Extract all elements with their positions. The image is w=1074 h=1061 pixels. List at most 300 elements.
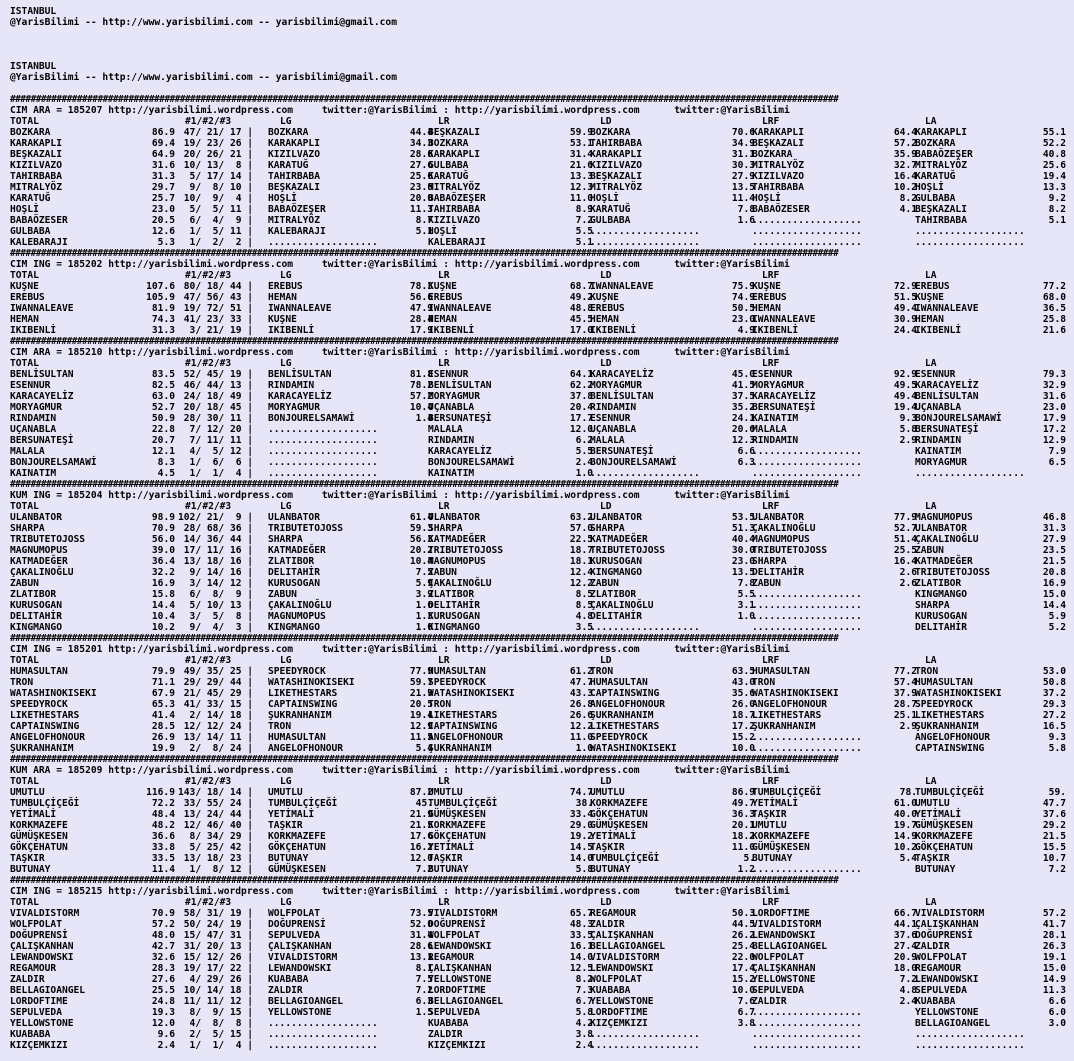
horse-name: KARATUĞ <box>590 204 631 215</box>
score: 12.3 <box>569 182 593 193</box>
score: 50.8 <box>1042 677 1066 688</box>
score: 21.6 <box>569 160 593 171</box>
placings: 28/ 68/ 36 | <box>178 523 254 534</box>
separator-line: ################################################################################################################################################################# <box>10 94 839 105</box>
horse-name: ................... <box>915 468 1025 479</box>
col-header-lrf: LRF <box>762 358 780 369</box>
city-title: ISTANBUL <box>10 61 57 72</box>
horse-name: ULANBATOR <box>10 512 62 523</box>
race-title-text: CIM ARA = 185207 http://yarisbilimi.wordpress.com twitter:@YarisBilimi : http://yarisbilimi.wordpress.com twitter:@YarisBilimi <box>10 105 790 116</box>
horse-name: DELITAHİR <box>915 622 967 633</box>
horse-name: WATASHINOKISEKI <box>268 677 355 688</box>
column-header-row <box>10 270 1066 281</box>
score: 74.7 <box>569 787 593 798</box>
horse-name: ................... <box>590 1040 700 1051</box>
score: 20.5 <box>409 699 433 710</box>
horse-name: BELLAGIOANGEL <box>10 985 86 996</box>
race-section <box>10 479 1066 633</box>
score: 47.7 <box>569 677 593 688</box>
score: 5.1 <box>1048 215 1066 226</box>
score: 63.5 <box>731 666 755 677</box>
race-title <box>10 765 1066 776</box>
score: 48.8 <box>569 303 593 314</box>
horse-name: BONJOURELSAMAWİ <box>915 413 1002 424</box>
horse-name: BOZKARA <box>752 149 793 160</box>
horse-name: GÖKÇEHATUN <box>10 842 68 853</box>
table-row <box>10 743 1066 754</box>
horse-name: HOŞLİ <box>428 226 457 237</box>
score: 30.9 <box>893 314 917 325</box>
score: 11.0 <box>569 193 593 204</box>
horse-name: SEPULVEDA <box>428 1007 480 1018</box>
table-row <box>10 798 1066 809</box>
col-header-lg: LG <box>280 776 292 787</box>
horse-name: DELITAHİR <box>752 567 804 578</box>
table-row <box>10 413 1066 424</box>
table-row <box>10 710 1066 721</box>
horse-name: WATASHINOKISEKI <box>915 688 1002 699</box>
col-header-lg: LG <box>280 270 292 281</box>
score: 21.5 <box>1042 831 1066 842</box>
placings: 10/ 14/ 18 | <box>178 985 254 996</box>
placings: 5/ 10/ 13 | <box>178 600 254 611</box>
total-score: 29.7 <box>151 182 175 193</box>
horse-name: MAGNUMOPUS <box>752 534 810 545</box>
score: 5.5 <box>575 226 593 237</box>
score: 21.9 <box>409 809 433 820</box>
col-header-ld: LD <box>600 776 612 787</box>
score: 57.2 <box>409 391 433 402</box>
horse-name: ................... <box>268 424 378 435</box>
score: 68.7 <box>569 281 593 292</box>
score: 5.2 <box>1048 622 1066 633</box>
race-section <box>10 633 1066 754</box>
total-score: 10.4 <box>151 611 175 622</box>
score: 9.3 <box>899 413 917 424</box>
score: 11.4 <box>731 193 755 204</box>
horse-name: KORKMAZEFE <box>10 820 68 831</box>
horse-name: ZALDIR <box>752 996 787 1007</box>
score: 49.2 <box>569 292 593 303</box>
score: 56.3 <box>409 534 433 545</box>
score: 2.4 <box>899 996 917 1007</box>
total-score: 74.3 <box>151 314 175 325</box>
horse-name: SPEEDYROCK <box>268 666 326 677</box>
horse-name: ................... <box>752 1018 862 1029</box>
horse-name: ................... <box>268 1018 378 1029</box>
placings: 1/ 5/ 11 | <box>178 226 254 237</box>
score: 16.1 <box>569 941 593 952</box>
score: 27.9 <box>731 171 755 182</box>
score: 13.5 <box>731 567 755 578</box>
col-header-lr: LR <box>438 116 450 127</box>
horse-name: ................... <box>590 237 700 248</box>
score: 29.3 <box>1042 699 1066 710</box>
total-score: 50.9 <box>151 413 175 424</box>
horse-name: ŞUKRANHANIM <box>915 721 979 732</box>
horse-name: BUTUNAY <box>428 864 469 875</box>
horse-name: UMUTLU <box>428 787 463 798</box>
total-score: 70.9 <box>151 523 175 534</box>
horse-name: HUMASULTAN <box>428 666 486 677</box>
horse-name: IKIBENLİ <box>10 325 57 336</box>
contact-line: @YarisBilimi -- http://www.yarisbilimi.com -- yarisbilimi@gmail.com <box>10 17 397 28</box>
score: 6.3 <box>737 457 755 468</box>
score: 3.8 <box>575 1029 593 1040</box>
race-sections <box>10 94 1066 1051</box>
race-section <box>10 754 1066 875</box>
score: 43.0 <box>731 677 755 688</box>
horse-name: BEŞKAZALI <box>10 149 62 160</box>
horse-name: ANGELOFHONOUR <box>428 732 504 743</box>
placings: 4/ 8/ 8 | <box>178 1018 254 1029</box>
score: 37.9 <box>893 688 917 699</box>
table-row <box>10 809 1066 820</box>
horse-name: HEMAN <box>590 314 619 325</box>
horse-name: ................... <box>752 1029 862 1040</box>
total-score: 63.0 <box>151 391 175 402</box>
horse-name: BELLAGIOANGEL <box>752 941 828 952</box>
placings: 5/ 5/ 11 | <box>178 204 254 215</box>
placings: 8/ 34/ 29 | <box>178 831 254 842</box>
col-header-placings: #1/#2/#3 <box>185 270 232 281</box>
horse-name: MALALA <box>590 435 625 446</box>
table-row <box>10 402 1066 413</box>
table-row <box>10 688 1066 699</box>
score: 4.8 <box>899 985 917 996</box>
table-row <box>10 138 1066 149</box>
table-row <box>10 446 1066 457</box>
score: 12.3 <box>731 435 755 446</box>
table-row <box>10 853 1066 864</box>
horse-name: REGAMOUR <box>428 952 475 963</box>
placings: 15/ 47/ 31 | <box>178 930 254 941</box>
horse-name: ZABUN <box>915 545 944 556</box>
horse-name: GÜMÜŞKESEN <box>10 831 68 842</box>
score: 17.6 <box>409 831 433 842</box>
placings: 41/ 33/ 15 | <box>178 699 254 710</box>
horse-name: TUMBULÇİÇEĞİ <box>428 798 498 809</box>
table-row <box>10 677 1066 688</box>
score: 28.7 <box>893 699 917 710</box>
score: 75.9 <box>731 281 755 292</box>
score: 1.4 <box>415 413 433 424</box>
col-header-lrf: LRF <box>762 270 780 281</box>
score: 5.8 <box>1048 743 1066 754</box>
placings: 52/ 45/ 19 | <box>178 369 254 380</box>
placings: 19/ 72/ 51 | <box>178 303 254 314</box>
table-row <box>10 699 1066 710</box>
score: 64.1 <box>569 369 593 380</box>
score: 49.7 <box>731 798 755 809</box>
score: 10.7 <box>1042 853 1066 864</box>
total-score: 2.4 <box>157 1040 175 1051</box>
total-score: 31.3 <box>151 325 175 336</box>
column-header-row <box>10 116 1066 127</box>
horse-name: WATASHINOKISEKI <box>752 688 839 699</box>
score: 53.0 <box>1042 666 1066 677</box>
horse-name: DELITAHİR <box>428 600 480 611</box>
horse-name: KORKMAZEFE <box>268 831 326 842</box>
horse-name: KURUSOGAN <box>915 611 967 622</box>
horse-name: IWANNALEAVE <box>428 303 492 314</box>
race-section <box>10 336 1066 479</box>
col-header-lg: LG <box>280 655 292 666</box>
table-row <box>10 215 1066 226</box>
horse-name: DOĞUPRENSİ <box>268 919 326 930</box>
horse-name: BOZKARA <box>915 138 956 149</box>
horse-name: UMUTLU <box>752 820 787 831</box>
score: 14.9 <box>893 831 917 842</box>
col-header-lr: LR <box>438 897 450 908</box>
horse-name: TRON <box>915 666 939 677</box>
score: 52.2 <box>1042 138 1066 149</box>
horse-name: IWANNALEAVE <box>752 314 816 325</box>
placings: 7/ 12/ 20 | <box>178 424 254 435</box>
horse-name: MITRALYÖZ <box>10 182 62 193</box>
horse-name: HOŞLİ <box>915 182 944 193</box>
score: 68.0 <box>1042 292 1066 303</box>
horse-name: BEŞKAZALI <box>915 204 967 215</box>
horse-name: VIVALDISTORM <box>10 908 80 919</box>
horse-name: TUMBULÇİÇEĞİ <box>590 853 660 864</box>
horse-name: MITRALYÖZ <box>428 182 480 193</box>
score: 6.6 <box>737 446 755 457</box>
horse-name: BEŞKAZALI <box>268 182 320 193</box>
horse-name: SEPULVEDA <box>268 930 320 941</box>
horse-name: ................... <box>915 237 1025 248</box>
horse-name: WOLFPOLAT <box>268 908 320 919</box>
score: 36.5 <box>1042 303 1066 314</box>
table-row <box>10 930 1066 941</box>
horse-name: VIVALDISTORM <box>428 908 498 919</box>
score: 38. <box>575 798 593 809</box>
horse-name: MAGNUMOPUS <box>268 611 326 622</box>
score: 57.4 <box>893 677 917 688</box>
score: 12.2 <box>569 578 593 589</box>
table-row <box>10 193 1066 204</box>
race-title-text: CIM ING = 185202 http://yarisbilimi.wordpress.com twitter:@YarisBilimi : http://yarisbilimi.wordpress.com twitter:@YarisBilimi <box>10 259 790 270</box>
horse-name: ................... <box>915 1040 1025 1051</box>
horse-name: TRIBUTETOJOSS <box>428 545 504 556</box>
score: 12.9 <box>1042 435 1066 446</box>
horse-name: KIZÇEMKIZI <box>590 1018 648 1029</box>
horse-name: TAŞKIR <box>752 809 787 820</box>
score: 2.4 <box>575 1040 593 1051</box>
placings: 21/ 45/ 29 | <box>178 688 254 699</box>
table-row <box>10 292 1066 303</box>
total-score: 57.2 <box>151 919 175 930</box>
table-row <box>10 578 1066 589</box>
score: 37.6 <box>893 930 917 941</box>
score: 25.4 <box>731 941 755 952</box>
horse-name: ESENNUR <box>752 369 793 380</box>
horse-name: BEŞKAZALI <box>590 171 642 182</box>
horse-name: BABAÖZEŞER <box>915 149 973 160</box>
horse-name: KAINATIM <box>915 446 962 457</box>
score: 61.2 <box>569 666 593 677</box>
total-score: 5.3 <box>157 237 175 248</box>
score: 51.3 <box>731 523 755 534</box>
horse-name: BENLİSULTAN <box>428 380 492 391</box>
score: 13.1 <box>409 952 433 963</box>
score: 45.5 <box>569 314 593 325</box>
horse-name: TUMBULÇİÇEĞİ <box>752 787 822 798</box>
score: 4.8 <box>575 611 593 622</box>
horse-name: ................... <box>752 589 862 600</box>
horse-name: LEWANDOWSKI <box>428 941 492 952</box>
horse-name: MITRALYÖZ <box>268 215 320 226</box>
score: 21.6 <box>1042 325 1066 336</box>
score: 9.3 <box>1048 732 1066 743</box>
race-title-text: CIM ARA = 185210 http://yarisbilimi.wordpress.com twitter:@YarisBilimi : http://yarisbilimi.wordpress.com twitter:@YarisBilimi <box>10 347 790 358</box>
horse-name: BABAÖZESER <box>10 215 68 226</box>
horse-name: ÇALIŞKANHAN <box>590 930 654 941</box>
horse-name: ESENNUR <box>590 413 631 424</box>
score: 81.8 <box>409 369 433 380</box>
horse-name: LIKETHESTARS <box>915 710 985 721</box>
score: 12.0 <box>569 424 593 435</box>
table-row <box>10 545 1066 556</box>
horse-name: TRON <box>10 677 34 688</box>
horse-name: ZALDIR <box>915 941 950 952</box>
horse-name: UÇANABLA <box>428 402 475 413</box>
horse-name: RINDAMIN <box>10 413 57 424</box>
horse-name: KARACAYELİZ <box>428 446 492 457</box>
total-score: 11.4 <box>151 864 175 875</box>
horse-name: ................... <box>752 600 862 611</box>
score: 34.9 <box>731 138 755 149</box>
score: 7.5 <box>415 974 433 985</box>
horse-name: ZALDIR <box>428 1029 463 1040</box>
column-header-row <box>10 358 1066 369</box>
score: 48.3 <box>569 919 593 930</box>
score: 8.1 <box>415 963 433 974</box>
score: 19.1 <box>1042 952 1066 963</box>
col-header-lrf: LRF <box>762 776 780 787</box>
horse-name: IWANNALEAVE <box>268 303 332 314</box>
score: 15.2 <box>731 732 755 743</box>
horse-name: YELLOWSTONE <box>10 1018 74 1029</box>
placings: 6/ 4/ 9 | <box>178 215 254 226</box>
col-header-lr: LR <box>438 655 450 666</box>
column-header-row <box>10 655 1066 666</box>
score: 10.4 <box>409 402 433 413</box>
horse-name: MORYAGMUR <box>590 380 642 391</box>
score: 24.4 <box>893 325 917 336</box>
score: 5.9 <box>1048 611 1066 622</box>
horse-name: VIVALDISTORM <box>752 919 822 930</box>
placings: 2/ 5/ 15 | <box>178 1029 254 1040</box>
score: 16.2 <box>409 842 433 853</box>
horse-name: CAPTAINSWING <box>268 699 338 710</box>
horse-name: BOZKARA <box>590 127 631 138</box>
total-score: 79.9 <box>151 666 175 677</box>
placings: 5/ 17/ 14 | <box>178 171 254 182</box>
table-row <box>10 952 1066 963</box>
score: 77.2 <box>1042 281 1066 292</box>
placings: 7/ 11/ 11 | <box>178 435 254 446</box>
col-header-lr: LR <box>438 358 450 369</box>
table-row <box>10 996 1066 1007</box>
score: 9.2 <box>1048 193 1066 204</box>
horse-name: GÖKÇEHATUN <box>428 831 486 842</box>
horse-name: GÖKÇEHATUN <box>590 809 648 820</box>
horse-name: ................... <box>752 743 862 754</box>
score: 7.2 <box>899 974 917 985</box>
horse-name: BERSUNATEŞİ <box>590 446 654 457</box>
total-score: 9.6 <box>157 1029 175 1040</box>
horse-name: WATASHINOKISEKI <box>590 743 677 754</box>
score: 20.4 <box>569 402 593 413</box>
score: 6.7 <box>737 1007 755 1018</box>
score: 8.2 <box>1048 204 1066 215</box>
placings: 4/ 29/ 26 | <box>178 974 254 985</box>
total-score: 20.7 <box>151 435 175 446</box>
horse-name: KALEBARAJI <box>10 237 68 248</box>
score: 33.4 <box>569 809 593 820</box>
score: 5.1 <box>415 226 433 237</box>
score: 12.9 <box>409 721 433 732</box>
horse-name: BELLAGIOANGEL <box>915 1018 991 1029</box>
horse-name: RINDAMIN <box>268 380 315 391</box>
col-header-lg: LG <box>280 116 292 127</box>
horse-name: HEMAN <box>268 292 297 303</box>
horse-name: SHARPA <box>915 600 950 611</box>
score: 7.5 <box>415 567 433 578</box>
total-score: 36.6 <box>151 831 175 842</box>
score: 26.3 <box>1042 941 1066 952</box>
score: 6.3 <box>415 996 433 1007</box>
horse-name: TAHIRBABA <box>10 171 62 182</box>
col-header-lrf: LRF <box>762 116 780 127</box>
horse-name: DOĞUPRENSİ <box>915 930 973 941</box>
horse-name: KARAKAPLI <box>268 138 320 149</box>
col-header-total: TOTAL <box>10 358 39 369</box>
score: 18.2 <box>731 831 755 842</box>
horse-name: MAGNUMOPUS <box>428 556 486 567</box>
score: 36.3 <box>731 809 755 820</box>
horse-name: ................... <box>590 1029 700 1040</box>
score: 27.2 <box>1042 710 1066 721</box>
horse-name: IKIBENLİ <box>428 325 475 336</box>
score: 8.9 <box>575 204 593 215</box>
horse-name: BELLAGIOANGEL <box>268 996 344 1007</box>
score: 3.1 <box>737 600 755 611</box>
score: 49.4 <box>893 391 917 402</box>
horse-name: KURUSOGAN <box>10 600 62 611</box>
horse-name: UÇANABLA <box>915 402 962 413</box>
score: 31.1 <box>731 149 755 160</box>
horse-name: BELLAGIOANGEL <box>590 941 666 952</box>
score: 7.2 <box>575 215 593 226</box>
race-title-text: KUM ARA = 185209 http://yarisbilimi.wordpress.com twitter:@YarisBilimi : http://yarisbilimi.wordpress.com twitter:@YarisBilimi <box>10 765 790 776</box>
score: 5.5 <box>737 589 755 600</box>
score: 7.3 <box>575 985 593 996</box>
col-header-placings: #1/#2/#3 <box>185 501 232 512</box>
score: 15.0 <box>1042 963 1066 974</box>
horse-name: BERSUNATEŞİ <box>752 402 816 413</box>
horse-name: KUŞNE <box>10 281 39 292</box>
total-score: 15.8 <box>151 589 175 600</box>
placings: 1/ 2/ 2 | <box>178 237 254 248</box>
horse-name: ................... <box>268 435 378 446</box>
score: 44.1 <box>893 919 917 930</box>
col-header-placings: #1/#2/#3 <box>185 358 232 369</box>
horse-name: ÇALIŞKANHAN <box>268 941 332 952</box>
horse-name: ................... <box>752 237 862 248</box>
race-section <box>10 875 1066 1051</box>
